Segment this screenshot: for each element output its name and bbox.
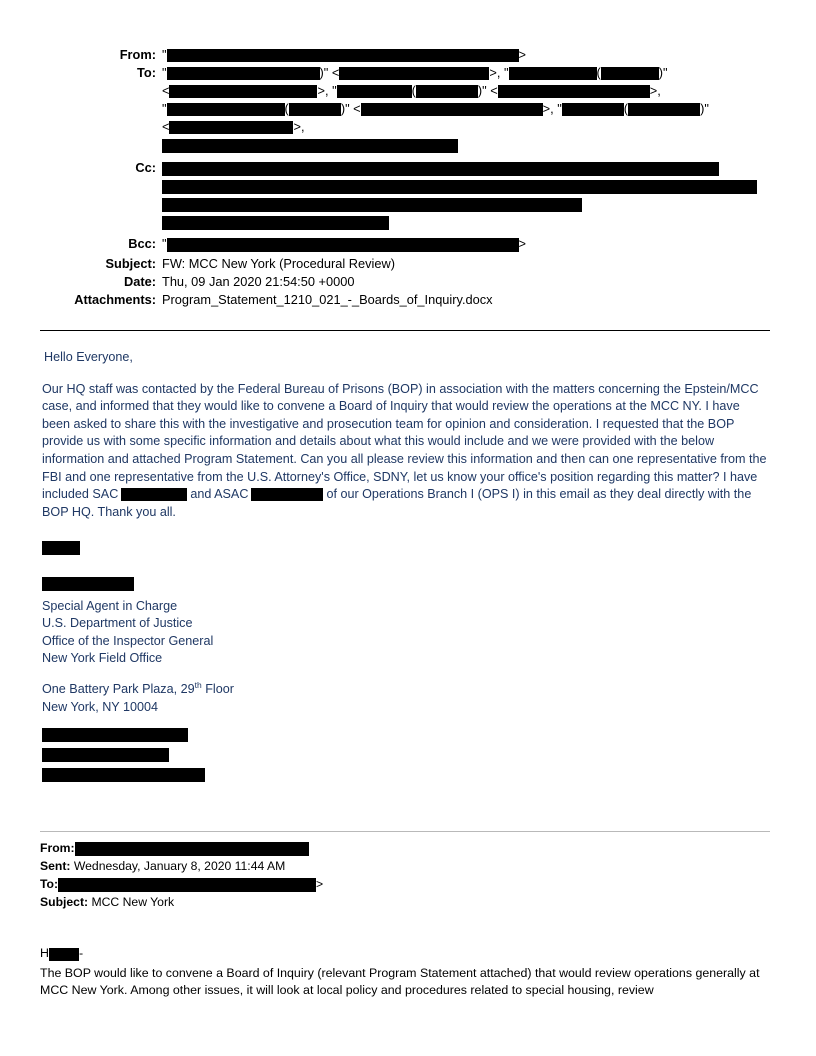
redaction-block xyxy=(628,103,700,116)
contact-redaction-row xyxy=(42,745,770,763)
to-value-cont xyxy=(162,100,770,117)
cc-value-cont xyxy=(162,213,770,230)
redaction-block xyxy=(42,748,169,762)
cc-value-cont xyxy=(162,177,770,194)
redaction-block xyxy=(162,216,389,230)
header-body-divider xyxy=(40,330,770,331)
subject-value: FW: MCC New York (Procedural Review) xyxy=(162,256,396,271)
quoted-message-divider xyxy=(40,831,770,832)
redaction-block xyxy=(162,139,458,153)
quote-open: " xyxy=(162,47,167,62)
redaction-block xyxy=(162,198,582,212)
cc-value-cont xyxy=(162,195,770,212)
date-label: Date: xyxy=(124,274,156,289)
redaction-block xyxy=(289,103,341,116)
attachments-value[interactable]: Program_Statement_1210_021_-_Boards_of_Inquiry.docx xyxy=(162,292,493,307)
bcc-label: Bcc: xyxy=(128,236,156,251)
address-block xyxy=(42,677,770,716)
redaction-block xyxy=(167,49,519,62)
to-value-cont xyxy=(162,136,770,153)
punct: >, " xyxy=(489,65,509,80)
punct: )" < xyxy=(319,65,340,80)
paragraph-text-part-2: and ASAC xyxy=(190,487,249,502)
address-street: One Battery Park Plaza, 29 xyxy=(42,682,195,697)
subject-label: Subject: xyxy=(105,256,156,271)
header-row-to-cont-1 xyxy=(40,82,770,99)
from-value xyxy=(162,46,770,63)
quoted-sent-label: Sent: xyxy=(40,859,71,874)
redaction-block xyxy=(509,67,597,80)
redaction-block xyxy=(42,728,188,742)
address-floor: Floor xyxy=(201,682,234,697)
punct: )" xyxy=(700,101,709,116)
body-paragraph xyxy=(42,381,770,522)
header-row-bcc xyxy=(40,235,770,252)
signature-line: Office of the Inspector General xyxy=(42,633,214,648)
quoted-subject-value: MCC New York xyxy=(91,895,175,910)
punct: )" < xyxy=(477,83,498,98)
quoted-from-row xyxy=(40,840,770,857)
address-line-1 xyxy=(42,677,770,699)
signature-redaction-name-short xyxy=(42,539,770,557)
punct: " xyxy=(162,101,167,116)
ordinal-suffix: th xyxy=(194,679,202,690)
redaction-block xyxy=(162,180,757,194)
redaction-block xyxy=(251,488,323,501)
header-row-from xyxy=(40,46,770,63)
angle-close: > xyxy=(518,47,527,62)
quoted-subject-row xyxy=(40,894,770,911)
email-body xyxy=(40,349,770,783)
redaction-block xyxy=(42,577,134,591)
signature-line: Special Agent in Charge xyxy=(42,598,178,613)
quoted-salutation xyxy=(40,945,770,963)
redaction-block xyxy=(169,121,293,134)
quoted-to-label: To: xyxy=(40,877,59,892)
date-value: Thu, 09 Jan 2020 21:54:50 +0000 xyxy=(162,274,355,289)
quoted-subject-label: Subject: xyxy=(40,895,89,910)
redaction-block xyxy=(361,103,543,116)
punct: >, " xyxy=(317,83,337,98)
signature-line: New York Field Office xyxy=(42,651,163,666)
punct: >, xyxy=(649,83,661,98)
signature-redaction-name-long xyxy=(42,575,770,593)
quote-open: " xyxy=(162,65,167,80)
redaction-block xyxy=(169,85,317,98)
redaction-block xyxy=(167,103,285,116)
salutation-suffix: - xyxy=(78,946,84,961)
punct: ( xyxy=(411,83,416,98)
header-row-cc-cont-2 xyxy=(40,195,770,212)
header-row-to xyxy=(40,64,770,81)
quoted-message-header xyxy=(40,840,770,911)
redaction-block xyxy=(601,67,659,80)
from-label: From: xyxy=(119,47,156,62)
to-label: To: xyxy=(137,65,156,80)
punct: ( xyxy=(623,101,629,116)
redaction-block xyxy=(49,948,79,961)
header-row-to-cont-2 xyxy=(40,100,770,117)
punct: < xyxy=(162,83,170,98)
redaction-block xyxy=(42,768,205,782)
to-value-cont xyxy=(162,118,770,135)
punct: < xyxy=(162,119,170,134)
punct: ( xyxy=(596,65,601,80)
header-row-attachments xyxy=(40,291,770,308)
punct: )" < xyxy=(340,101,361,116)
redaction-block xyxy=(339,67,489,80)
cc-label: Cc: xyxy=(135,160,156,175)
quoted-paragraph: The BOP would like to convene a Board of Inquiry (relevant Program Statement attached) that would review operations generally at MCC New York. Among other issues, it will look at local policy and procedures related to special housing, review xyxy=(40,965,760,998)
redaction-block xyxy=(498,85,650,98)
redaction-block xyxy=(75,842,309,856)
quote-open: " xyxy=(162,236,167,251)
header-row-date xyxy=(40,273,770,290)
to-value-cont xyxy=(162,82,770,99)
contact-redaction-row xyxy=(42,725,770,743)
paragraph-text-part-3: of our Operations Branch I (OPS I) in this email as they deal directly with the BOP HQ. Thank you all. xyxy=(42,487,752,519)
quoted-sent-row xyxy=(40,858,770,875)
paragraph-text-part-1: Our HQ staff was contacted by the Federal Bureau of Prisons (BOP) in association with the matters concerning the Epstein/MCC case, and informed that they would like to convene a Board of Inquiry that would review the operations at the MCC NY. I have been asked to share this with the investigative and prosecution team for opinion and consideration. I requested that the BOP provide us with some specific information and details about what this would include and we were provided with the below information and attached Program Statement. Can you all please review this information and then can one representative from the FBI and one representative from the U.S. Attorney's Office, SDNY, let us know your office's position regarding this matter? I have included SAC xyxy=(42,381,767,502)
signature-block xyxy=(42,598,770,668)
salutation-prefix: H xyxy=(40,946,49,961)
redaction-block xyxy=(337,85,412,98)
greeting: Hello Everyone, xyxy=(44,350,133,364)
header-row-subject xyxy=(40,255,770,272)
email-header xyxy=(40,46,770,308)
to-value xyxy=(162,64,770,81)
redaction-block xyxy=(162,162,719,176)
header-row-to-cont-3 xyxy=(40,118,770,135)
quoted-sent-value: Wednesday, January 8, 2020 11:44 AM xyxy=(73,859,286,874)
punct: )" xyxy=(658,65,668,80)
punct: >, xyxy=(293,119,305,134)
address-line-2: New York, NY 10004 xyxy=(42,699,158,714)
redaction-block xyxy=(167,238,519,252)
header-row-cc xyxy=(40,159,770,176)
redaction-block xyxy=(562,103,624,116)
punct: >, " xyxy=(542,101,562,116)
angle-close: > xyxy=(518,236,527,251)
redaction-block xyxy=(121,488,187,501)
header-row-cc-cont-3 xyxy=(40,213,770,230)
signature-line: U.S. Department of Justice xyxy=(42,616,193,631)
quoted-to-row xyxy=(40,876,770,893)
contact-redactions xyxy=(42,725,770,783)
quoted-to-suffix: > xyxy=(316,877,324,892)
attachments-label: Attachments: xyxy=(74,292,156,307)
header-row-cc-cont-1 xyxy=(40,177,770,194)
punct: ( xyxy=(284,101,289,116)
header-row-to-cont-4 xyxy=(40,136,770,153)
bcc-value xyxy=(162,235,770,252)
quoted-message-body xyxy=(40,945,770,1000)
quoted-from-label: From: xyxy=(40,841,75,856)
redaction-block xyxy=(167,67,320,80)
redaction-block xyxy=(42,541,80,555)
redaction-block xyxy=(416,85,478,98)
cc-value xyxy=(162,159,770,176)
contact-redaction-row xyxy=(42,765,770,783)
redaction-block xyxy=(58,878,316,892)
